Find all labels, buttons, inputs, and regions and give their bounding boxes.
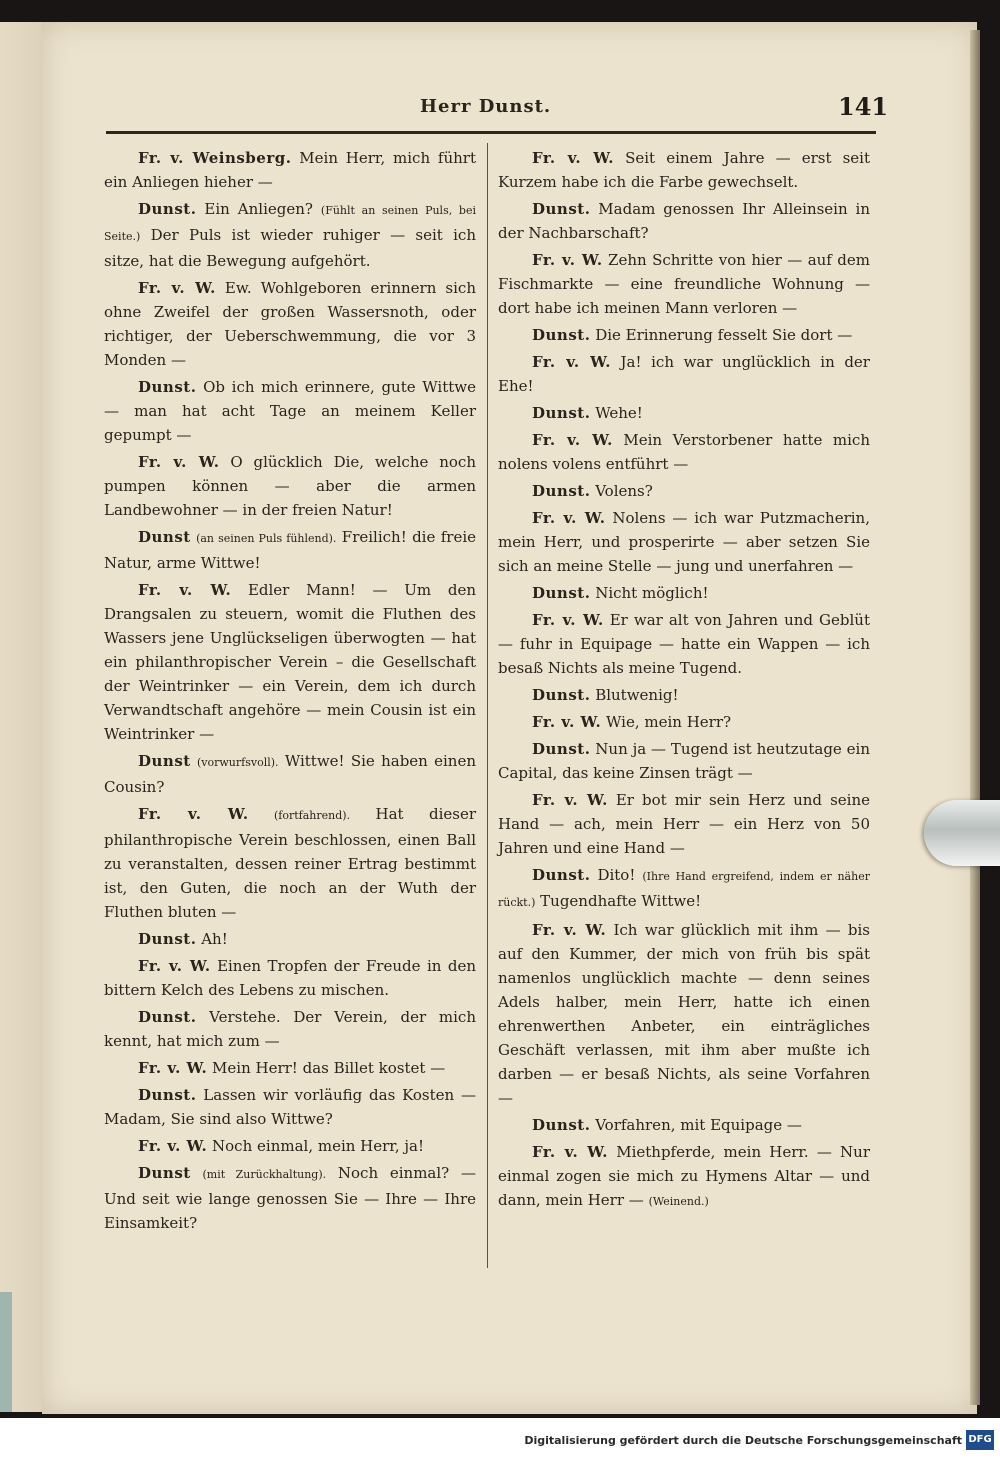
dialogue-entry: [104, 450, 476, 522]
footer-credit: Digitalisierung gefördert durch die Deutsche Forschungsgemeinschaft: [524, 1434, 962, 1447]
spoken-text: Ew. Wohlgeboren erinnern sich ohne Zweifel der großen Wassersnoth, oder richtiger, der Ueberschwemmung, die vor 3 Monden —: [104, 279, 476, 369]
dialogue-entry: [104, 1005, 476, 1053]
speaker-name: Dunst.: [532, 1116, 591, 1134]
left-column: [104, 146, 476, 1238]
speaker-name: Fr. v. W.: [532, 791, 608, 809]
speaker-name: Dunst.: [532, 740, 591, 758]
spoken-text: Nicht möglich!: [595, 584, 709, 602]
spoken-text: Wehe!: [595, 404, 643, 422]
spoken-text: Miethpferde, mein Herr. — Nur einmal zogen sie mich zu Hymens Altar — und dann, mein Herr —: [498, 1143, 870, 1209]
spoken-text: Noch einmal? — Und seit wie lange genossen Sie — Ihre — Ihre Einsamkeit?: [104, 1164, 476, 1232]
dialogue-entry: [104, 749, 476, 799]
speaker-name: Fr. v. W.: [138, 453, 220, 471]
stage-direction: (Weinend.): [648, 1195, 709, 1208]
spoken-text: Blutwenig!: [595, 686, 679, 704]
speaker-name: Dunst.: [138, 200, 197, 218]
spoken-text: Wie, mein Herr?: [606, 713, 732, 731]
dialogue-entry: [498, 710, 870, 734]
paper-clip: [924, 800, 1000, 866]
dialogue-entry: [104, 1056, 476, 1080]
page-number: 141: [838, 92, 889, 121]
dialogue-entry: [498, 608, 870, 680]
speaker-name: Dunst: [138, 528, 191, 546]
speaker-name: Dunst.: [532, 686, 591, 704]
spoken-text: Mein Verstorbener hatte mich nolens volens entführt —: [498, 431, 870, 473]
speaker-name: Fr. v. W.: [138, 279, 216, 297]
speaker-name: Dunst.: [138, 1008, 197, 1026]
spoken-text: Tugendhafte Wittwe!: [535, 892, 702, 910]
dialogue-entry: [498, 918, 870, 1110]
dialogue-entry: [104, 578, 476, 746]
dialogue-entry: [498, 428, 870, 476]
dialogue-entry: [498, 401, 870, 425]
spoken-text: Ob ich mich erinnere, gute Wittwe — man hat acht Tage an meinem Keller gepumpt —: [104, 378, 476, 444]
spoken-text: Verstehe. Der Verein, der mich kennt, hat mich zum —: [104, 1008, 476, 1050]
spoken-text: Zehn Schritte von hier — auf dem Fischmarkte — eine freundliche Wohnung — dort habe ich meinen Mann verloren —: [498, 251, 870, 317]
speaker-name: Fr. v. W.: [532, 251, 603, 269]
speaker-name: Fr. v. W.: [532, 509, 606, 527]
speaker-name: Fr. v. W.: [138, 805, 249, 823]
spoken-text: Ein Anliegen?: [204, 200, 321, 218]
speaker-name: Dunst.: [532, 326, 591, 344]
spoken-text: Er war alt von Jahren und Geblüt — fuhr in Equipage — hatte ein Wappen — ich besaß Nichts als meine Tugend.: [498, 611, 870, 677]
dialogue-entry: [104, 954, 476, 1002]
running-header: Herr Dunst.: [420, 96, 552, 117]
speaker-name: Dunst: [138, 752, 191, 770]
stage-direction: (mit Zurückhaltung).: [202, 1168, 327, 1181]
speaker-name: Fr. v. W.: [532, 431, 613, 449]
dialogue-entry: [104, 927, 476, 951]
spoken-text: Nun ja — Tugend ist heutzutage ein Capital, das keine Zinsen trägt —: [498, 740, 870, 782]
dialogue-entry: [498, 350, 870, 398]
speaker-name: Fr. v. W.: [532, 353, 611, 371]
speaker-name: Dunst.: [532, 482, 591, 500]
dialogue-entry: [498, 863, 870, 915]
dialogue-entry: [104, 146, 476, 194]
spoken-text: Dito!: [597, 866, 643, 884]
spoken-text: Volens?: [595, 482, 653, 500]
dialogue-entry: [104, 525, 476, 575]
dialogue-entry: [104, 197, 476, 273]
stage-direction: (Ihre Hand ergreifend, indem er näher rückt.): [498, 870, 870, 909]
speaker-name: Fr. v. W.: [138, 957, 211, 975]
stage-direction: (fortfahrend).: [274, 809, 351, 822]
speaker-name: Fr. v. W.: [532, 713, 602, 731]
speaker-name: Dunst.: [138, 1086, 197, 1104]
dialogue-entry: [498, 248, 870, 320]
spoken-text: Mein Herr, mich führt ein Anliegen hieher —: [104, 149, 476, 191]
spoken-text: Er bot mir sein Herz und seine Hand — ach, mein Herr — ein Herz von 50 Jahren und eine Hand —: [498, 791, 870, 857]
speaker-name: Dunst.: [532, 584, 591, 602]
speaker-name: Dunst.: [532, 404, 591, 422]
footer-bar: [0, 1418, 1000, 1466]
speaker-name: Fr. v. W.: [532, 1143, 609, 1161]
spoken-text: Wittwe! Sie haben einen Cousin?: [104, 752, 476, 796]
stage-direction: (Fühlt an seinen Puls, bei Seite.): [104, 204, 476, 243]
speaker-name: Fr. v. W.: [138, 1137, 208, 1155]
dfg-logo: DFG: [966, 1430, 994, 1450]
spoken-text: Vorfahren, mit Equipage —: [595, 1116, 802, 1134]
speaker-name: Fr. v. W.: [138, 581, 232, 599]
dialogue-entry: [104, 1083, 476, 1131]
spoken-text: Ja! ich war unglücklich in der Ehe!: [498, 353, 870, 395]
spoken-text: Edler Mann! — Um den Drangsalen zu steuern, womit die Fluthen des Wassers jene Unglückseligen überwogten — hat ein philanthropischer Verein – die Gesellschaft der Weintrinker — ein Verein, dem ich durch Verwandtschaft angehöre — mein Cousin ist ein Weintrinker —: [104, 581, 476, 743]
spoken-text: Mein Herr! das Billet kostet —: [212, 1059, 446, 1077]
speaker-name: Dunst.: [532, 200, 591, 218]
spoken-text: Lassen wir vorläufig das Kosten — Madam, Sie sind also Wittwe?: [104, 1086, 476, 1128]
column-divider: [487, 143, 488, 1268]
header-rule: [106, 131, 876, 134]
dialogue-entry: [104, 375, 476, 447]
dialogue-entry: [498, 737, 870, 785]
spoken-text: Ich war glücklich mit ihm — bis auf den Kummer, der mich von früh bis spät namenlos unglücklich machte — denn seines Adels halber, mein Herr, hatte ich einen ehrenwerthen Anbeter, ein einträgliches Geschäft verlassen, mit ihm aber mußte ich darben — er besaß Nichts, als seine Vorfahren —: [498, 921, 870, 1107]
dialogue-entry: [498, 683, 870, 707]
spoken-text: Der Puls ist wieder ruhiger — seit ich sitze, hat die Bewegung aufgehört.: [104, 226, 476, 270]
dialogue-entry: [104, 802, 476, 924]
dialogue-entry: [498, 1140, 870, 1214]
speaker-name: Fr. v. W.: [532, 921, 607, 939]
dialogue-entry: [104, 1161, 476, 1235]
dialogue-entry: [498, 581, 870, 605]
speaker-name: Dunst.: [138, 930, 197, 948]
spoken-text: Noch einmal, mein Herr, ja!: [212, 1137, 424, 1155]
spoken-text: Ah!: [201, 930, 228, 948]
spoken-text: Freilich! die freie Natur, arme Wittwe!: [104, 528, 476, 572]
dialogue-entry: [498, 479, 870, 503]
speaker-name: Fr. v. W.: [532, 149, 614, 167]
spoken-text: Hat dieser philanthropische Verein beschlossen, einen Ball zu veranstalten, dessen reiner Ertrag bestimmt ist, den Guten, die noch an der Wuth der Fluthen bluten —: [104, 805, 476, 921]
speaker-name: Dunst: [138, 1164, 191, 1182]
speaker-name: Dunst.: [138, 378, 197, 396]
page-edge-shadow: [970, 30, 980, 1405]
speaker-name: Dunst.: [532, 866, 591, 884]
spoken-text: Madam genossen Ihr Alleinsein in der Nachbarschaft?: [498, 200, 870, 242]
spoken-text: Die Erinnerung fesselt Sie dort —: [595, 326, 853, 344]
speaker-name: Fr. v. W.: [138, 1059, 208, 1077]
dialogue-entry: [498, 788, 870, 860]
dialogue-entry: [104, 1134, 476, 1158]
dialogue-entry: [104, 276, 476, 372]
spoken-text: Nolens — ich war Putzmacherin, mein Herr, und prosperirte — aber setzen Sie sich an meine Stelle — jung und unerfahren —: [498, 509, 870, 575]
dialogue-entry: [498, 323, 870, 347]
speaker-name: Fr. v. W.: [532, 611, 604, 629]
right-column: [498, 146, 870, 1217]
stage-direction: (an seinen Puls fühlend).: [196, 532, 337, 545]
dialogue-entry: [498, 506, 870, 578]
spoken-text: O glücklich Die, welche noch pumpen können — aber die armen Landbewohner — in der freien Natur!: [104, 453, 476, 519]
dialogue-entry: [498, 1113, 870, 1137]
speaker-name: Fr. v. Weinsberg.: [138, 149, 292, 167]
spoken-text: Seit einem Jahre — erst seit Kurzem habe ich die Farbe gewechselt.: [498, 149, 870, 191]
stage-direction: (vorwurfsvoll).: [197, 756, 279, 769]
page-stain: [0, 1292, 12, 1412]
dialogue-entry: [498, 146, 870, 194]
spoken-text: Einen Tropfen der Freude in den bittern Kelch des Lebens zu mischen.: [104, 957, 476, 999]
dialogue-entry: [498, 197, 870, 245]
